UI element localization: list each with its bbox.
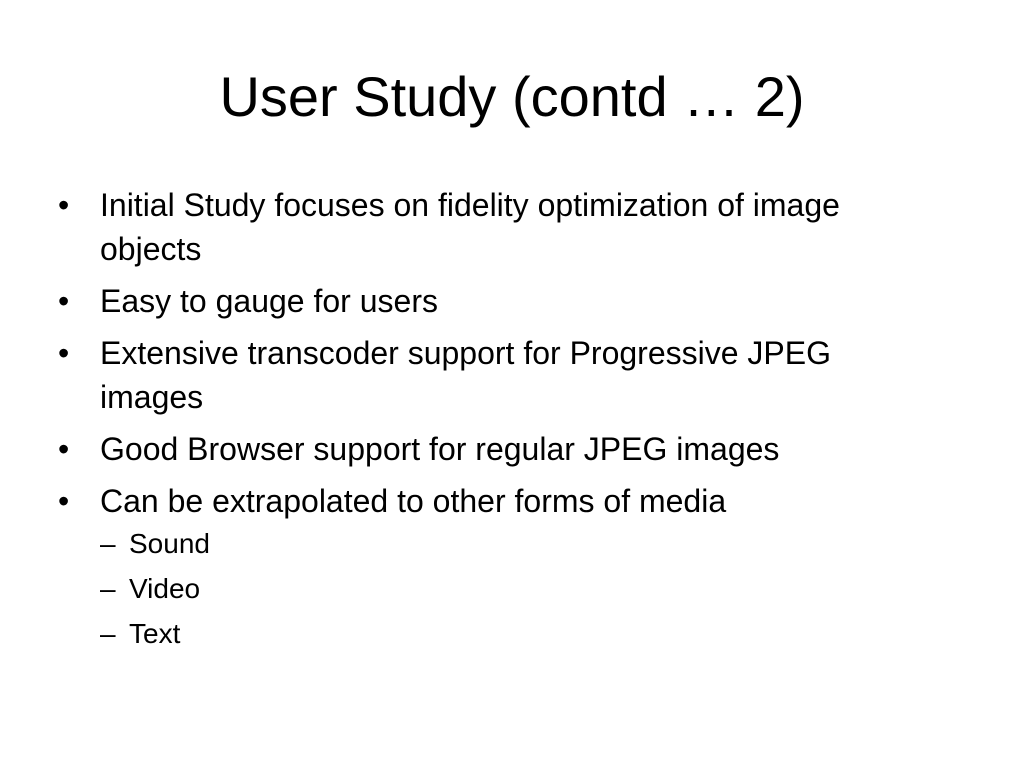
- dash-marker: –: [100, 618, 116, 649]
- bullet-marker: •: [58, 283, 70, 319]
- sub-bullet-item: [100, 617, 978, 651]
- dash-marker: –: [100, 528, 116, 559]
- bullet-item: [58, 331, 940, 419]
- bullet-text: Can be extrapolated to other forms of media: [100, 483, 727, 519]
- sub-bullet-item: [100, 572, 978, 606]
- bullet-text: Initial Study focuses on fidelity optimization of image objects: [100, 187, 840, 267]
- sub-bullet-text: Video: [129, 573, 201, 604]
- bullet-marker: •: [58, 431, 70, 467]
- sub-bullet-list: [100, 527, 978, 651]
- bullet-marker: •: [58, 483, 70, 519]
- bullet-item: [58, 479, 978, 651]
- sub-bullet-item: [100, 527, 978, 561]
- bullet-text: Easy to gauge for users: [100, 283, 438, 319]
- sub-bullet-text: Text: [129, 618, 181, 649]
- slide-title: User Study (contd … 2): [219, 65, 805, 128]
- bullet-text: Good Browser support for regular JPEG images: [100, 431, 780, 467]
- bullet-marker: •: [58, 335, 70, 371]
- bullet-item: [58, 183, 940, 271]
- bullet-text: Extensive transcoder support for Progressive JPEG images: [100, 335, 831, 415]
- bullet-item: [58, 427, 978, 471]
- bullet-marker: •: [58, 187, 70, 223]
- bullet-item: [58, 279, 978, 323]
- sub-bullet-text: Sound: [129, 528, 210, 559]
- dash-marker: –: [100, 573, 116, 604]
- bullet-list: [58, 183, 978, 662]
